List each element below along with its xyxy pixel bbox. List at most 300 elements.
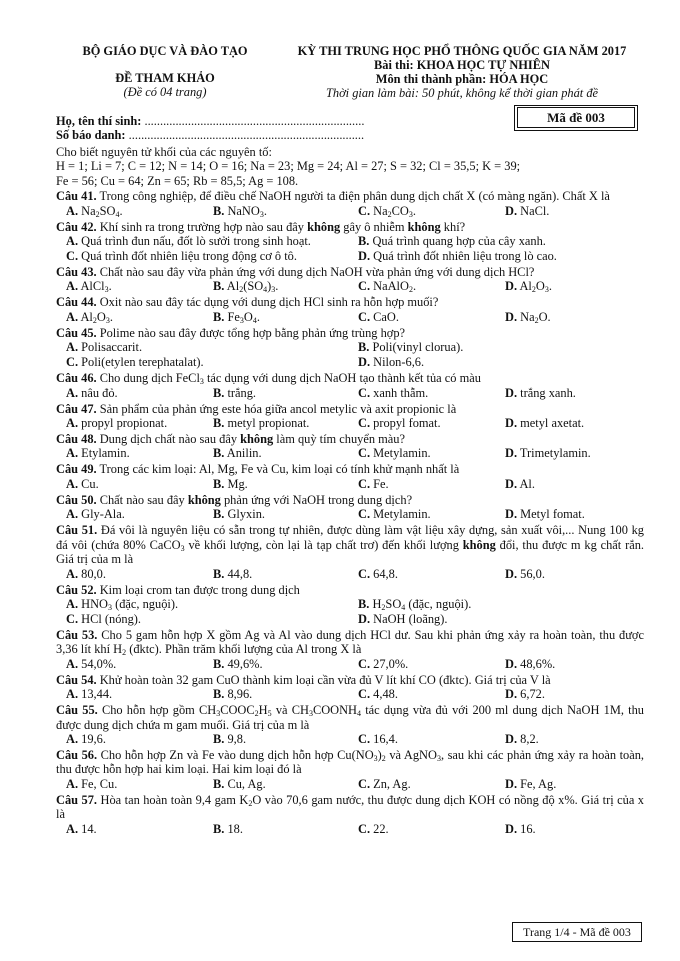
answer-row: [56, 477, 644, 492]
option-text: Metyl fomat.: [517, 507, 585, 522]
answer-option-d[interactable]: [505, 657, 555, 672]
option-text: Quá trình đốt nhiên liệu trong động cơ ô tô.: [78, 249, 297, 264]
option-text: $Al_2O_3$.: [517, 279, 552, 295]
option-letter: B.: [358, 340, 370, 355]
question-text: [56, 326, 644, 340]
option-letter: A.: [66, 385, 79, 400]
option-letter: A.: [66, 279, 79, 294]
option-text: trắng.: [224, 385, 257, 400]
option-letter: B.: [213, 776, 225, 791]
option-letter: C.: [358, 566, 371, 581]
answer-option-a[interactable]: [66, 777, 117, 792]
answer-option-a[interactable]: [66, 446, 130, 461]
answer-option-b[interactable]: [213, 477, 248, 492]
option-letter: D.: [505, 279, 518, 294]
question-number: Câu 54.: [56, 672, 97, 687]
option-text: Metylamin.: [370, 446, 431, 461]
option-letter: B.: [213, 687, 225, 702]
option-letter: D.: [358, 611, 371, 626]
answer-option-a[interactable]: [66, 687, 112, 702]
question-number: Câu 53.: [56, 627, 98, 642]
option-text: NaOH (loãng).: [370, 611, 448, 626]
option-letter: D.: [505, 203, 518, 218]
time-note: Thời gian làm bài: 50 phút, không kể thời gian phát đề: [325, 86, 599, 100]
answer-row: [56, 657, 644, 672]
question: [56, 703, 644, 747]
answer-option-c[interactable]: [358, 416, 441, 431]
question-text: [56, 583, 644, 597]
option-text: $Fe_3O_4$.: [224, 309, 260, 325]
answer-option-a[interactable]: [66, 204, 123, 219]
option-letter: A.: [66, 687, 79, 702]
option-letter: A.: [66, 476, 79, 491]
option-text: 80,0.: [78, 566, 106, 581]
question-text: [56, 673, 644, 687]
answer-option-b[interactable]: [213, 446, 262, 461]
option-letter: C.: [66, 611, 79, 626]
option-letter: D.: [505, 731, 518, 746]
question-number: Câu 48.: [56, 432, 97, 447]
option-letter: C.: [358, 731, 371, 746]
answer-option-b[interactable]: [358, 340, 463, 355]
answer-option-a[interactable]: [66, 567, 106, 582]
answer-row: [56, 687, 644, 702]
question: [56, 462, 644, 491]
name-label: Họ, tên thí sinh:: [56, 114, 142, 128]
question-number: Câu 56.: [56, 747, 98, 762]
option-text: 49,6%.: [224, 656, 263, 671]
answer-option-d[interactable]: [505, 822, 536, 837]
answer-option-d[interactable]: [505, 416, 584, 431]
option-letter: B.: [213, 309, 225, 324]
answer-option-b[interactable]: [213, 310, 260, 325]
option-letter: A.: [66, 234, 79, 249]
question-number: Câu 51.: [56, 523, 98, 538]
question: [56, 295, 644, 324]
option-letter: A.: [66, 507, 79, 522]
header-left: [60, 44, 270, 99]
option-text: 19,6.: [78, 731, 106, 746]
answer-option-b[interactable]: [213, 732, 246, 747]
answer-option-c[interactable]: [358, 310, 399, 325]
question-text: [56, 265, 644, 279]
answer-option-c[interactable]: [358, 204, 416, 219]
question: [56, 628, 644, 672]
option-letter: B.: [213, 279, 225, 294]
option-letter: B.: [213, 416, 225, 431]
answer-option-b[interactable]: [358, 234, 546, 249]
question-text: [56, 189, 644, 203]
option-letter: C.: [66, 249, 79, 264]
answer-option-a[interactable]: [66, 234, 311, 249]
question-body: Khử hoàn toàn 32 gam CuO thành kim loại cần vừa đủ V lít khí CO (đktc). Giá trị của V là: [96, 672, 551, 687]
answer-option-c[interactable]: [358, 279, 416, 294]
option-text: 8,96.: [224, 687, 253, 702]
option-text: Quá trình đốt nhiên liệu trong lò cao.: [370, 249, 557, 264]
question-body: Cho hỗn hợp Zn và Fe vào dung dịch hỗn hợp $Cu(NO_3)_2$ và AgNO$_3$, sau khi các phản ứng xảy ra hoàn toàn, thu được hỗn hợp hai kim loại. Hai kim loại đó là: [56, 747, 644, 777]
option-text: $Na_2SO_4$.: [78, 203, 123, 219]
pages-note: (Đề có 04 trang): [123, 85, 207, 99]
question-text: [56, 493, 644, 507]
option-text: $Na_2O$.: [517, 309, 551, 325]
option-text: 14.: [78, 821, 97, 836]
option-letter: C.: [66, 355, 79, 370]
option-letter: D.: [505, 446, 518, 461]
option-text: xanh thẫm.: [370, 385, 429, 400]
option-text: Anilin.: [224, 446, 262, 461]
option-letter: D.: [358, 249, 371, 264]
option-letter: C.: [358, 687, 371, 702]
option-text: Fe, Ag.: [517, 776, 557, 791]
option-letter: C.: [358, 821, 371, 836]
answer-option-d[interactable]: [358, 612, 447, 627]
exam-subject-group: Bài thi: KHOA HỌC TỰ NHIÊN: [374, 58, 550, 72]
answer-option-c[interactable]: [358, 446, 431, 461]
answer-option-c[interactable]: [358, 477, 389, 492]
answer-option-a[interactable]: [66, 657, 116, 672]
option-text: $Na_2CO_3$.: [370, 203, 416, 219]
option-text: Glyxin.: [224, 507, 265, 522]
answer-option-a[interactable]: [66, 416, 167, 431]
option-letter: B.: [213, 656, 225, 671]
question-body: Hòa tan hoàn toàn 9,4 gam $K_2O$ vào 70,6 gam nước, thu được dung dịch KOH có nồng độ x%. Giá trị của x là: [56, 792, 644, 822]
option-letter: D.: [505, 476, 518, 491]
option-text: HCl (nóng).: [78, 611, 142, 626]
option-letter: A.: [66, 596, 79, 611]
answer-row: [56, 597, 644, 612]
question: [56, 583, 644, 627]
answer-option-c[interactable]: [358, 687, 398, 702]
option-letter: C.: [358, 476, 371, 491]
answer-option-a[interactable]: [66, 597, 178, 612]
option-text: 4,48.: [370, 687, 398, 702]
answer-row: [56, 777, 644, 792]
question: [56, 220, 644, 264]
question-body: Dung dịch chất nào sau đây không làm quỳ tím chuyển màu?: [96, 432, 405, 447]
question-number: Câu 50.: [56, 492, 97, 507]
answer-row: [56, 279, 644, 294]
option-letter: A.: [66, 309, 79, 324]
option-text: 16.: [517, 821, 536, 836]
question-body: Cho hỗn hợp gồm $CH_3COOC_2H_5$ và $CH_3COONH_4$ tác dụng vừa đủ với 200 ml dung dịch NaOH 1M, thu được dung dịch chứa m gam muối. Giá trị của m là: [56, 703, 644, 732]
option-text: 8,2.: [517, 731, 539, 746]
option-text: Fe, Cu.: [78, 776, 118, 791]
option-text: Polisaccarit.: [78, 340, 143, 355]
question: [56, 265, 644, 294]
question-text: [56, 402, 644, 416]
option-letter: B.: [213, 821, 225, 836]
answer-option-c[interactable]: [358, 507, 431, 522]
option-text: 16,4.: [370, 731, 398, 746]
option-letter: A.: [66, 731, 79, 746]
option-letter: D.: [505, 656, 518, 671]
option-text: 54,0%.: [78, 656, 117, 671]
option-text: AlCl$_3$.: [78, 279, 112, 295]
answer-option-d[interactable]: [505, 310, 551, 325]
option-letter: D.: [505, 416, 518, 431]
option-letter: A.: [66, 416, 79, 431]
option-text: Etylamin.: [78, 446, 130, 461]
question-body: Trong công nghiệp, để điều chế NaOH người ta điện phân dung dịch chất X (có màng ngăn). Chất X là: [96, 189, 610, 204]
option-text: Zn, Ag.: [370, 776, 411, 791]
answer-option-b[interactable]: [213, 657, 263, 672]
question-text: [56, 220, 644, 234]
option-letter: C.: [358, 446, 371, 461]
answer-option-b[interactable]: [213, 687, 252, 702]
answer-option-a[interactable]: [66, 477, 99, 492]
option-letter: C.: [358, 656, 371, 671]
answer-row: [56, 386, 644, 401]
question-number: Câu 42.: [56, 219, 97, 234]
intro-line: Cho biết nguyên tử khối của các nguyên tố:: [56, 145, 272, 159]
header-right: [262, 44, 662, 100]
question: [56, 326, 644, 370]
option-text: $Al_2(SO_4)_3$.: [224, 279, 279, 295]
option-text: Cu, Ag.: [224, 776, 266, 791]
option-letter: C.: [358, 385, 371, 400]
answer-row: [56, 507, 644, 522]
question: [56, 432, 644, 461]
option-text: trắng xanh.: [517, 385, 576, 400]
option-text: Poli(vinyl clorua).: [369, 340, 464, 355]
option-text: CaO.: [370, 309, 399, 324]
question: [56, 189, 644, 218]
component-subject: Môn thi thành phần: HÓA HỌC: [375, 72, 549, 86]
exam-content: [56, 145, 644, 837]
answer-option-d[interactable]: [505, 567, 545, 582]
answer-option-b[interactable]: [213, 507, 265, 522]
ministry-name: BỘ GIÁO DỤC VÀ ĐÀO TẠO: [82, 44, 248, 58]
answer-option-d[interactable]: [505, 446, 591, 461]
option-text: 13,44.: [78, 687, 113, 702]
answer-option-a[interactable]: [66, 507, 125, 522]
answer-option-c[interactable]: [358, 386, 428, 401]
name-field: .......................................................................: [144, 114, 365, 128]
option-text: Cu.: [78, 476, 99, 491]
answer-option-b[interactable]: [213, 416, 309, 431]
option-text: Fe.: [370, 476, 389, 491]
answer-option-b[interactable]: [213, 777, 266, 792]
question: [56, 523, 644, 581]
option-letter: D.: [505, 566, 518, 581]
answer-row: [56, 355, 644, 370]
option-text: Poli(etylen terephatalat).: [78, 355, 204, 370]
answer-option-b[interactable]: [358, 597, 471, 612]
answer-option-d[interactable]: [505, 279, 552, 294]
answer-option-c[interactable]: [358, 732, 398, 747]
option-letter: A.: [66, 203, 79, 218]
answer-option-d[interactable]: [358, 355, 424, 370]
atomic-masses-line: H = 1; Li = 7; C = 12; N = 14; O = 16; Na = 23; Mg = 24; Al = 27; S = 32; Cl = 35,5; K = 39;: [56, 159, 521, 174]
option-letter: D.: [505, 687, 518, 702]
question-text: [56, 371, 644, 385]
option-letter: B.: [213, 446, 225, 461]
answer-row: [56, 416, 644, 431]
question-text: [56, 462, 644, 476]
option-letter: B.: [213, 203, 225, 218]
question-text: [56, 703, 644, 732]
answer-option-c[interactable]: [358, 777, 411, 792]
answer-option-b[interactable]: [213, 386, 256, 401]
option-letter: D.: [505, 821, 518, 836]
option-text: Quá trình đun nấu, đốt lò sưởi trong sinh hoạt.: [78, 234, 311, 249]
option-text: 48,6%.: [517, 656, 556, 671]
question: [56, 402, 644, 431]
option-letter: B.: [358, 596, 370, 611]
option-text: NaAlO$_2$.: [370, 279, 417, 295]
answer-option-d[interactable]: [505, 477, 535, 492]
option-text: Quá trình quang hợp của cây xanh.: [369, 234, 546, 249]
option-text: Trimetylamin.: [517, 446, 591, 461]
answer-option-c[interactable]: [358, 567, 398, 582]
question-text: [56, 523, 644, 566]
option-letter: C.: [358, 416, 371, 431]
answer-option-a[interactable]: [66, 279, 112, 294]
id-field: ............................................................................: [128, 128, 365, 142]
answer-option-d[interactable]: [505, 777, 556, 792]
question: [56, 748, 644, 792]
question-body: Trong các kim loại: Al, Mg, Fe và Cu, kim loại có tính khử mạnh nhất là: [96, 462, 460, 477]
option-letter: B.: [358, 234, 370, 249]
answer-option-a[interactable]: [66, 386, 118, 401]
option-text: $HNO_3$ (đặc, nguội).: [78, 596, 179, 612]
answer-option-d[interactable]: [505, 386, 576, 401]
question-text: [56, 432, 644, 446]
answer-row: [56, 204, 644, 219]
answer-option-d[interactable]: [505, 687, 545, 702]
option-text: 22.: [370, 821, 389, 836]
option-text: Mg.: [224, 476, 248, 491]
exam-title: KỲ THI TRUNG HỌC PHỔ THÔNG QUỐC GIA NĂM 2017: [297, 44, 627, 58]
option-letter: A.: [66, 776, 79, 791]
question-body: Cho dung dịch FeCl$_3$ tác dụng với dung dịch NaOH tạo thành kết tủa có màu: [96, 371, 481, 387]
question-body: Sản phẩm của phản ứng este hóa giữa ancol metylic và axit propionic là: [96, 401, 457, 416]
option-letter: B.: [213, 385, 225, 400]
option-text: 44,8.: [224, 566, 253, 581]
answer-row: [56, 446, 644, 461]
question-number: Câu 49.: [56, 462, 97, 477]
option-letter: C.: [358, 507, 371, 522]
option-text: 27,0%.: [370, 656, 409, 671]
question-text: [56, 628, 644, 657]
question-body: Chất nào sau đây không phản ứng với NaOH trong dung dịch?: [96, 492, 413, 507]
answer-option-c[interactable]: [66, 249, 297, 264]
question-text: [56, 793, 644, 822]
option-text: 18.: [224, 821, 243, 836]
answer-option-d[interactable]: [358, 249, 557, 264]
answer-option-a[interactable]: [66, 310, 113, 325]
answer-row: [56, 340, 644, 355]
answer-option-c[interactable]: [66, 355, 204, 370]
question-text: [56, 295, 644, 309]
doc-type: ĐỀ THAM KHẢO: [115, 71, 215, 85]
option-text: 6,72.: [517, 687, 545, 702]
answer-option-a[interactable]: [66, 340, 142, 355]
option-letter: A.: [66, 340, 79, 355]
option-letter: A.: [66, 566, 79, 581]
option-text: 56,0.: [517, 566, 545, 581]
option-text: $Al_2O_3$.: [78, 309, 113, 325]
page-footer: Trang 1/4 - Mã đề 003: [512, 922, 642, 942]
option-letter: C.: [358, 776, 371, 791]
option-text: metyl axetat.: [517, 416, 585, 431]
answer-option-c[interactable]: [358, 822, 389, 837]
id-label: Số báo danh:: [56, 128, 126, 142]
option-text: Nilon-6,6.: [370, 355, 425, 370]
answer-option-b[interactable]: [213, 279, 278, 294]
option-letter: D.: [505, 309, 518, 324]
option-text: metyl propionat.: [224, 416, 310, 431]
question-body: Kim loại crom tan được trong dung dịch: [96, 582, 300, 597]
option-letter: C.: [358, 203, 371, 218]
option-text: $H_2SO_4$ (đặc, nguội).: [369, 596, 472, 612]
answer-option-d[interactable]: [505, 732, 539, 747]
option-letter: D.: [505, 507, 518, 522]
answer-row: [56, 612, 644, 627]
question-number: Câu 44.: [56, 295, 97, 310]
question-number: Câu 55.: [56, 703, 98, 718]
question-number: Câu 46.: [56, 371, 97, 386]
question-body: Chất nào sau đây vừa phản ứng với dung dịch NaOH vừa phản ứng với dung dịch HCl?: [96, 265, 535, 280]
option-letter: D.: [358, 355, 371, 370]
atomic-masses-line: Fe = 56; Cu = 64; Zn = 65; Rb = 85,5; Ag = 108.: [56, 173, 299, 188]
question: [56, 673, 644, 702]
option-letter: C.: [358, 309, 371, 324]
answer-option-b[interactable]: [213, 567, 252, 582]
answer-option-d[interactable]: [505, 204, 549, 219]
answer-option-a[interactable]: [66, 732, 106, 747]
question-body: Đá vôi là nguyên liệu có sẵn trong tự nhiên, được dùng làm vật liệu xây dựng, sản xuất vôi,... Nung 100 kg đá vôi (chứa 80% CaCO$_3$ về khối lượng, còn lại là tạp chất trơ) đến khối lượng không đổi, thu được m kg chất rắn. Giá trị của m là: [56, 523, 645, 567]
question-body: Khí sinh ra trong trường hợp nào sau đây không gây ô nhiễm không khí?: [96, 219, 466, 234]
option-text: NaNO$_3$.: [224, 203, 267, 219]
question-number: Câu 45.: [56, 325, 97, 340]
option-letter: A.: [66, 821, 79, 836]
answer-row: [56, 822, 644, 837]
answer-option-a[interactable]: [66, 822, 97, 837]
option-text: NaCl.: [517, 203, 550, 218]
question: [56, 793, 644, 837]
question-body: Oxit nào sau đây tác dụng với dung dịch HCl sinh ra hỗn hợp muối?: [96, 295, 439, 310]
answer-option-c[interactable]: [66, 612, 141, 627]
answer-option-d[interactable]: [505, 507, 585, 522]
candidate-info: [56, 114, 526, 142]
option-text: propyl propionat.: [78, 416, 168, 431]
question-number: Câu 57.: [56, 792, 98, 807]
question: [56, 371, 644, 400]
answer-option-b[interactable]: [213, 204, 267, 219]
question-list: [56, 189, 644, 836]
answer-row: [56, 567, 644, 582]
option-text: 64,8.: [370, 566, 398, 581]
option-letter: D.: [505, 776, 518, 791]
question-text: [56, 748, 644, 777]
option-letter: A.: [66, 446, 79, 461]
option-text: 9,8.: [224, 731, 247, 746]
option-text: Metylamin.: [370, 507, 431, 522]
option-letter: A.: [66, 656, 79, 671]
answer-option-b[interactable]: [213, 822, 243, 837]
answer-option-c[interactable]: [358, 657, 408, 672]
option-letter: C.: [358, 279, 371, 294]
exam-code: Mã đề 003: [517, 107, 635, 128]
option-text: propyl fomat.: [370, 416, 441, 431]
answer-row: [56, 234, 644, 249]
question-body: Polime nào sau đây được tổng hợp bằng phản ứng trùng hợp?: [96, 325, 406, 340]
question-number: Câu 47.: [56, 401, 97, 416]
option-letter: B.: [213, 731, 225, 746]
answer-row: [56, 310, 644, 325]
option-text: Al.: [517, 476, 535, 491]
